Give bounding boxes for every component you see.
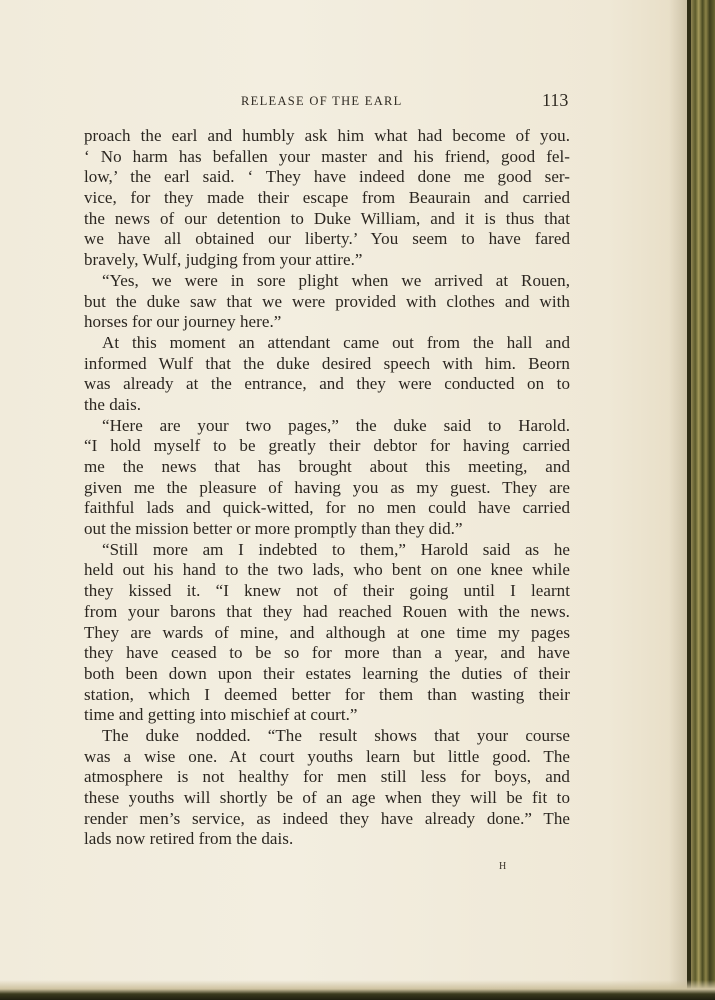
- page-gutter-shadow: [669, 0, 687, 1000]
- text-line: “Yes, we were in sore plight when we arrived at Rouen,: [102, 270, 570, 290]
- text-line: me the news that has brought about this meeting, and: [84, 457, 570, 476]
- text-line: time and getting into mischief at court.”: [84, 705, 358, 725]
- text-line: was already at the entrance, and they were conducted on to: [84, 374, 570, 394]
- text-line: horses for our journey here.”: [84, 312, 282, 332]
- text-line: faithful lads and quick-witted, for no men could have carried: [84, 498, 570, 518]
- text-line: ‘ No harm has befallen your master and his friend, good fel-: [84, 146, 570, 166]
- text-line: The duke nodded. “The result shows that your course: [102, 725, 570, 745]
- text-line: but the duke saw that we were provided with clothes and with: [84, 291, 570, 311]
- signature-mark: H: [499, 861, 508, 872]
- text-line: vice, for they made their escape from Beaurain and carried: [84, 188, 570, 208]
- text-line: held out his hand to the two lads, who bent on one knee while: [84, 560, 570, 580]
- text-line: given me the pleasure of having you as my guest. They are: [84, 477, 570, 497]
- text-line: from your barons that they had reached Rouen with the news.: [84, 601, 570, 621]
- text-line: out the mission better or more promptly than they did.”: [84, 519, 463, 539]
- text-line: render men’s service, as indeed they have already done.” The: [84, 808, 570, 828]
- text-line: was a wise one. At court youths learn but little good. The: [84, 746, 570, 766]
- text-line: At this moment an attendant came out from the hall and: [102, 332, 570, 352]
- text-line: station, which I deemed better for them than wasting their: [84, 684, 570, 704]
- page-stack-edge: [0, 980, 715, 1000]
- page-header: [0, 90, 690, 114]
- body-text: [84, 126, 570, 850]
- text-line: we have all obtained our liberty.’ You seem to have fared: [84, 229, 570, 249]
- text-line: they kissed it. “I knew not of their going until I learnt: [84, 581, 570, 601]
- book-binding: [691, 0, 715, 1000]
- text-line: low,’ the earl said. ‘ They have indeed done me good ser-: [84, 167, 570, 187]
- text-line: proach the earl and humbly ask him what had become of you.: [84, 126, 570, 145]
- text-line: atmosphere is not healthy for men still less for boys, and: [84, 767, 570, 787]
- text-line: both been down upon their estates learning the duties of their: [84, 663, 570, 683]
- text-line: the dais.: [84, 394, 142, 414]
- text-line: these youths will shortly be of an age when they will be fit to: [84, 788, 570, 807]
- text-line: they have ceased to be so for more than a year, and have: [84, 643, 570, 663]
- text-line: “Still more am I indebted to them,” Harold said as he: [102, 539, 570, 559]
- text-line: They are wards of mine, and although at one time my pages: [84, 622, 570, 642]
- text-line: “Here are your two pages,” the duke said to Harold.: [102, 415, 570, 435]
- text-line: “I hold myself to be greatly their debtor for having carried: [84, 436, 570, 456]
- page-number: 113: [542, 90, 569, 110]
- text-line: lads now retired from the dais.: [84, 829, 294, 849]
- text-line: informed Wulf that the duke desired speech with him. Beorn: [84, 353, 570, 373]
- running-head: RELEASE OF THE EARL: [241, 94, 403, 108]
- text-line: bravely, Wulf, judging from your attire.”: [84, 250, 363, 270]
- text-line: the news of our detention to Duke William, and it is thus that: [84, 208, 570, 228]
